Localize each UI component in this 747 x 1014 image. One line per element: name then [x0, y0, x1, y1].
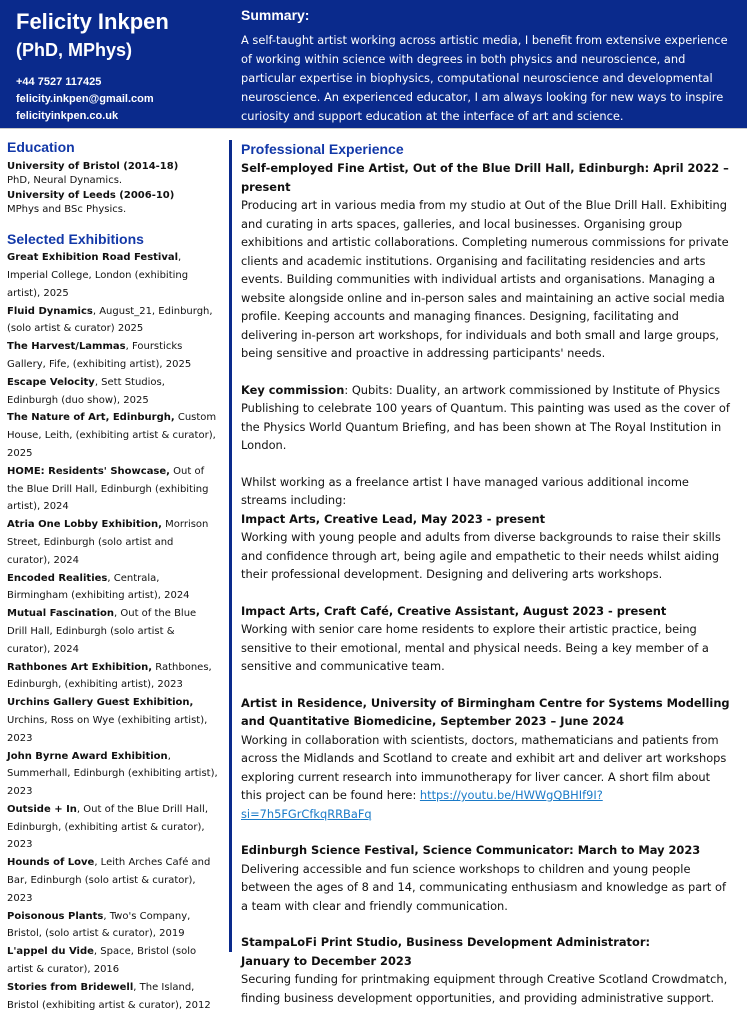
exhibition-item — [7, 409, 218, 462]
exhibition-name: John Byrne Award Exhibition — [7, 750, 168, 762]
exhibition-name: Stories from Bridewell — [7, 981, 134, 993]
summary-title: Summary: — [241, 7, 310, 23]
exhibition-item — [7, 908, 218, 944]
exhibitions-list — [7, 249, 218, 1014]
exhibition-name: Outside + In — [7, 803, 77, 815]
job-description-text: Working in collaboration with scientists, doctors, mathematicians and patients from across the Midlands and Scotland to create and exhibit art and deliver art workshops exploring current research into immunotherapy for liver cancer. A short film about this project can be found here: — [241, 732, 727, 802]
exhibition-item — [7, 516, 218, 569]
header-divider — [0, 128, 747, 129]
exhibition-name: The Harvest/Lammas — [7, 341, 126, 353]
commission-label: Key commission — [241, 382, 345, 397]
credentials: (PhD, MPhys) — [16, 40, 133, 60]
exhibition-name: The Nature of Art, Edinburgh, — [7, 412, 175, 424]
contact-block — [16, 74, 154, 125]
exhibition-item — [7, 748, 218, 801]
summary-block — [241, 6, 731, 126]
exhibition-item — [7, 303, 218, 339]
job-description: Delivering accessible and fun science workshops to children and young people between the ages of 8 and 14, communicating enthusiasm and knowledge as part of a team with clear and friendly communication. — [241, 861, 726, 913]
exhibition-name: Urchins Gallery Guest Exhibition, — [7, 697, 194, 709]
exhibition-name: Hounds of Love — [7, 857, 95, 869]
sidebar — [7, 138, 218, 1014]
exhibition-details: , Out of the Blue Drill Hall, Edinburgh (solo artist & curator), 2024 — [7, 608, 197, 655]
exhibition-item — [7, 659, 218, 695]
website-link[interactable]: felicityinkpen.co.uk — [16, 110, 119, 122]
job-description: Securing funding for printmaking equipment through Creative Scotland Crowdmatch, finding business development opportunities, and providing administrative support. — [241, 972, 728, 1005]
exhibition-item — [7, 605, 218, 658]
exhibition-item — [7, 374, 218, 410]
exhibition-details: Morrison Street, Edinburgh (solo artist and curator), 2024 — [7, 519, 209, 566]
main-content — [241, 140, 733, 1007]
education-detail: PhD, Neural Dynamics. — [7, 175, 123, 187]
education-list — [7, 160, 218, 217]
job-heading: Impact Arts, Craft Café, Creative Assistant, August 2023 - present — [241, 603, 667, 618]
exhibition-name: Rathbones Art Exhibition, — [7, 661, 153, 673]
job-description: Working with senior care home residents to explore their artistic practice, being sensitive to their emotional, mental and physical needs. Being a key member of a sensitive and communicative team. — [241, 622, 709, 673]
exhibition-item — [7, 249, 218, 302]
exhibition-details: , Space, Bristol (solo artist & curator), 2016 — [7, 946, 197, 976]
education-institution: University of Leeds (2006-10) — [7, 189, 175, 201]
exhibition-details: , Centrala, Birmingham (exhibiting artist), 2024 — [7, 572, 190, 602]
job-description: Working with young people and adults from diverse backgrounds to raise their skills and confidence through art, being agile and empathetic to their needs whilst aiding their professional development. Designing and delivering arts workshops. — [241, 530, 721, 581]
exhibition-name: Escape Velocity — [7, 376, 95, 388]
exhibition-item — [7, 338, 218, 374]
exhibition-item — [7, 943, 218, 979]
header-banner — [0, 0, 747, 128]
exhibition-name: Encoded Realities — [7, 572, 108, 584]
exhibition-details: , August_21, Edinburgh, (solo artist & curator) 2025 — [7, 305, 213, 335]
exhibition-details: , Imperial College, London (exhibiting artist), 2025 — [7, 252, 189, 299]
exhibition-details: , Sett Studios, Edinburgh (duo show), 2025 — [7, 376, 165, 406]
exhibition-item — [7, 801, 218, 854]
exhibition-name: Mutual Fascination — [7, 608, 114, 620]
exhibition-item — [7, 570, 218, 606]
exhibition-details: , Summerhall, Edinburgh (exhibiting artist), 2023 — [7, 750, 218, 798]
job-dates: January to December 2023 — [241, 953, 412, 968]
exhibition-details: , Foursticks Gallery, Fife, (exhibiting artist), 2025 — [7, 341, 192, 370]
exhibition-name: Great Exhibition Road Festival — [7, 252, 179, 264]
exhibition-details: Out of the Blue Drill Hall, Edinburgh (exhibiting artist), 2024 — [7, 465, 209, 513]
key-commission — [241, 381, 733, 455]
job-description — [241, 731, 733, 824]
exhibition-name: Atria One Lobby Exhibition, — [7, 519, 162, 531]
education-detail: MPhys and BSc Physics. — [7, 203, 127, 215]
exhibition-name: HOME: Residents' Showcase, — [7, 465, 170, 477]
exhibition-details: Custom House, Leith, (exhibiting artist & curator), 2025 — [7, 412, 217, 459]
exhibitions-title: Selected Exhibitions — [7, 231, 144, 248]
phone-number: +44 7527 117425 — [16, 76, 102, 88]
exhibition-details: , Out of the Blue Drill Hall, Edinburgh, (exhibiting artist & curator), 2023 — [7, 803, 208, 851]
job-heading: StampaLoFi Print Studio, Business Development Administrator: — [241, 935, 650, 949]
exhibition-name: L'appel du Vide — [7, 946, 94, 958]
exhibition-details: Rathbones, Edinburgh, (exhibiting artist), 2023 — [7, 661, 212, 691]
summary-text: A self-taught artist working across artistic media, I benefit from extensive experience of working within science with degrees in both physics and neuroscience, and particular expertise in biophysics, computational neuroscience and developmental neuroscience. An experienced educator, I am always looking for new ways to inspire curiosity and support education at the interface of art and science. — [241, 33, 728, 123]
exhibition-details: , Leith Arches Café and Bar, Edinburgh (solo artist & curator), 2023 — [7, 857, 211, 904]
exhibition-item — [7, 979, 218, 1014]
exhibition-details: , Two's Company, Bristol, (solo artist & curator), 2019 — [7, 910, 191, 940]
job-heading: Edinburgh Science Festival, Science Communicator: March to May 2023 — [241, 843, 701, 857]
project-film-link[interactable]: https://youtu.be/HWWgQBHIf9I?si=7h5FGrCfkqRRBaFq — [241, 788, 603, 821]
exhibition-name: Fluid Dynamics — [7, 305, 93, 317]
job-heading: Artist in Residence, University of Birmingham Centre for Systems Modelling and Quantitative Biomedicine, September 2023 – June 2024 — [241, 695, 730, 728]
education-institution: University of Bristol (2014-18) — [7, 161, 179, 172]
job-heading: Self-employed Fine Artist, Out of the Blue Drill Hall, Edinburgh: April 2022 – present — [241, 161, 729, 194]
job-heading: Impact Arts, Creative Lead, May 2023 - present — [241, 511, 546, 526]
column-divider — [229, 140, 232, 952]
exhibition-details: Urchins, Ross on Wye (exhibiting artist), 2023 — [7, 714, 208, 744]
person-name: Felicity Inkpen — [16, 9, 169, 34]
freelance-intro: Whilst working as a freelance artist I have managed various additional income streams including: — [241, 474, 689, 507]
email-address[interactable]: felicity.inkpen@gmail.com — [16, 93, 154, 105]
job-description: Producing art in various media from my studio at Out of the Blue Drill Hall. Exhibiting and curating in arts spaces, galleries, and local businesses. Organising group exhibitions and artistic collaborations. Completing numerous commissions for private clients and academic institutions. Organising and facilitating residencies and arts events. Building communities with individual artists and organisations. Managing a website alongside online and in-person sales and maintaining an active social media profile. Keeping accounts and managing finances. Designing, facilitating and delivering in-person art workshops, for individuals and both small and large groups, being sensitive and proactive in addressing participants' needs. — [241, 198, 729, 360]
exhibition-item — [7, 463, 218, 516]
exhibition-item — [7, 694, 218, 747]
exhibition-name: Poisonous Plants — [7, 910, 104, 922]
commission-text: : Qubits: Duality, an artwork commissioned by Institute of Physics Publishing to celebrate 100 years of Quantum. This painting was used as the cover of the Physics World Quantum Briefing, and has been shown at The Royal Institution in London. — [241, 382, 730, 452]
exhibition-item — [7, 854, 218, 907]
education-title: Education — [7, 139, 75, 155]
experience-title: Professional Experience — [241, 141, 404, 157]
exhibition-details: , The Island, Bristol (exhibiting artist & curator), 2012 — [7, 981, 211, 1011]
